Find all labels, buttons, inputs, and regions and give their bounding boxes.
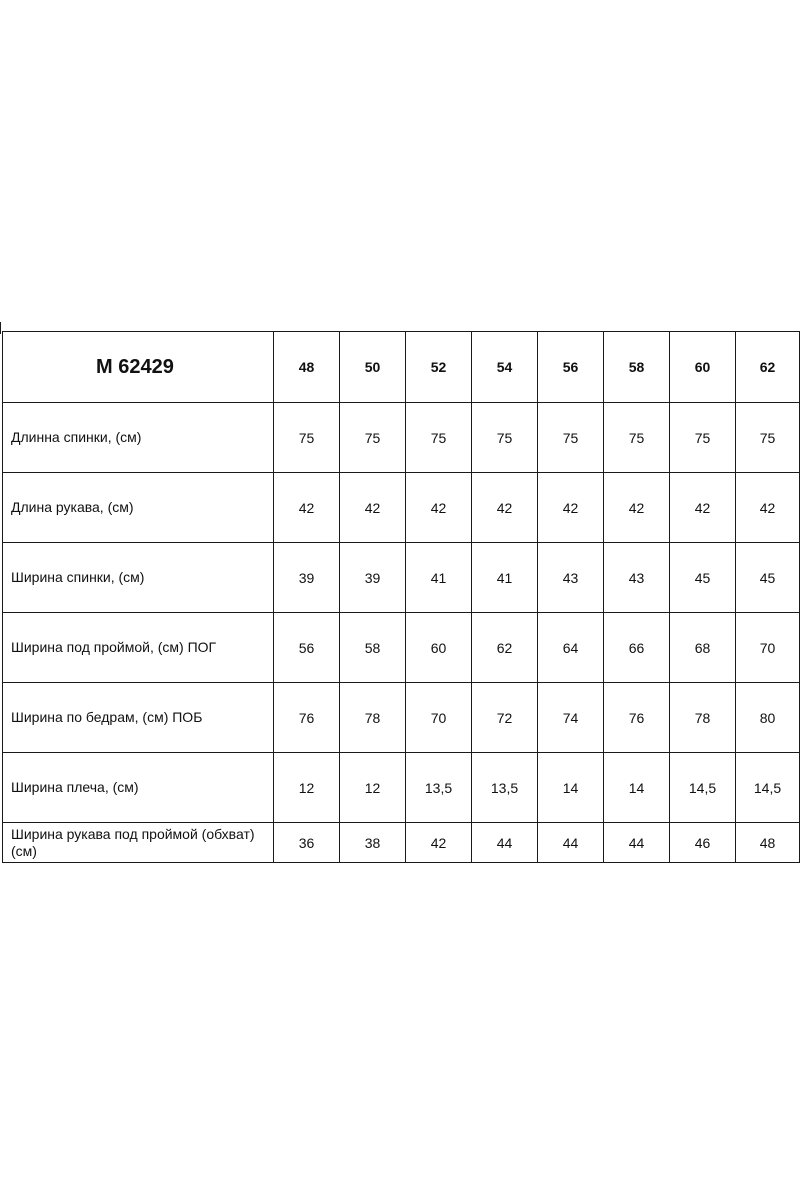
- table-cell: 41: [472, 543, 538, 613]
- table-cell: 45: [670, 543, 736, 613]
- table-cell: 46: [670, 823, 736, 863]
- table-cell: 39: [274, 543, 340, 613]
- table-cell: 12: [340, 753, 406, 823]
- table-row: [3, 753, 800, 823]
- table-cell: 42: [472, 473, 538, 543]
- table-row: [3, 683, 800, 753]
- table-row: [3, 473, 800, 543]
- table-cell: 14,5: [670, 753, 736, 823]
- table-cell: 56: [274, 613, 340, 683]
- table-cell: 78: [340, 683, 406, 753]
- table-cell: 75: [274, 403, 340, 473]
- table-cell: 44: [472, 823, 538, 863]
- table-cell: 62: [472, 613, 538, 683]
- table-cell: 70: [736, 613, 800, 683]
- table-cell: 75: [340, 403, 406, 473]
- size-chart-table: [2, 331, 800, 863]
- table-cell: 64: [538, 613, 604, 683]
- table-cell: 39: [340, 543, 406, 613]
- table-cell: 42: [406, 823, 472, 863]
- table-cell: 43: [538, 543, 604, 613]
- table-cell: 42: [274, 473, 340, 543]
- size-header: 58: [604, 332, 670, 403]
- table-cell: 12: [274, 753, 340, 823]
- table-cell: 36: [274, 823, 340, 863]
- table-cell: 74: [538, 683, 604, 753]
- table-cell: 14: [604, 753, 670, 823]
- table-cell: 76: [604, 683, 670, 753]
- table-cell: 42: [604, 473, 670, 543]
- table-cell: 66: [604, 613, 670, 683]
- row-label: Ширина по бедрам, (см) ПОБ: [3, 683, 274, 753]
- table-cell: 14: [538, 753, 604, 823]
- size-header: 62: [736, 332, 800, 403]
- table-cell: 68: [670, 613, 736, 683]
- header-row: [3, 332, 800, 403]
- row-label: Ширина плеча, (см): [3, 753, 274, 823]
- row-label: Ширина под проймой, (см) ПОГ: [3, 613, 274, 683]
- table-cell: 45: [736, 543, 800, 613]
- table-cell: 60: [406, 613, 472, 683]
- table-cell: 41: [406, 543, 472, 613]
- table-cell: 75: [472, 403, 538, 473]
- table-row: [3, 823, 800, 863]
- table-cell: 42: [340, 473, 406, 543]
- table-cell: 76: [274, 683, 340, 753]
- table-cell: 43: [604, 543, 670, 613]
- row-label: Ширина спинки, (см): [3, 543, 274, 613]
- table-cell: 58: [340, 613, 406, 683]
- table-cell: 72: [472, 683, 538, 753]
- table-row: [3, 613, 800, 683]
- table-cell: 75: [736, 403, 800, 473]
- table-cell: 13,5: [406, 753, 472, 823]
- table-cell: 42: [406, 473, 472, 543]
- table-cell: 70: [406, 683, 472, 753]
- table-cell: 42: [670, 473, 736, 543]
- size-header: 54: [472, 332, 538, 403]
- row-label: Ширина рукава под проймой (обхват) (см): [3, 823, 274, 863]
- table-cell: 78: [670, 683, 736, 753]
- table-cell: 48: [736, 823, 800, 863]
- size-header: 56: [538, 332, 604, 403]
- model-number: М 62429: [3, 332, 274, 403]
- table-cell: 13,5: [472, 753, 538, 823]
- table-row: [3, 403, 800, 473]
- table-cell: 44: [604, 823, 670, 863]
- table-cell: 14,5: [736, 753, 800, 823]
- table-cell: 42: [538, 473, 604, 543]
- table-row: [3, 543, 800, 613]
- table-cell: 80: [736, 683, 800, 753]
- size-header: 60: [670, 332, 736, 403]
- row-label: Длинна спинки, (см): [3, 403, 274, 473]
- table-cell: 42: [736, 473, 800, 543]
- size-header: 50: [340, 332, 406, 403]
- table-cell: 44: [538, 823, 604, 863]
- row-label: Длина рукава, (см): [3, 473, 274, 543]
- table-cell: 75: [670, 403, 736, 473]
- size-header: 48: [274, 332, 340, 403]
- table-cell: 38: [340, 823, 406, 863]
- edge-mark: [0, 322, 1, 334]
- size-header: 52: [406, 332, 472, 403]
- table-cell: 75: [538, 403, 604, 473]
- table-cell: 75: [406, 403, 472, 473]
- table-cell: 75: [604, 403, 670, 473]
